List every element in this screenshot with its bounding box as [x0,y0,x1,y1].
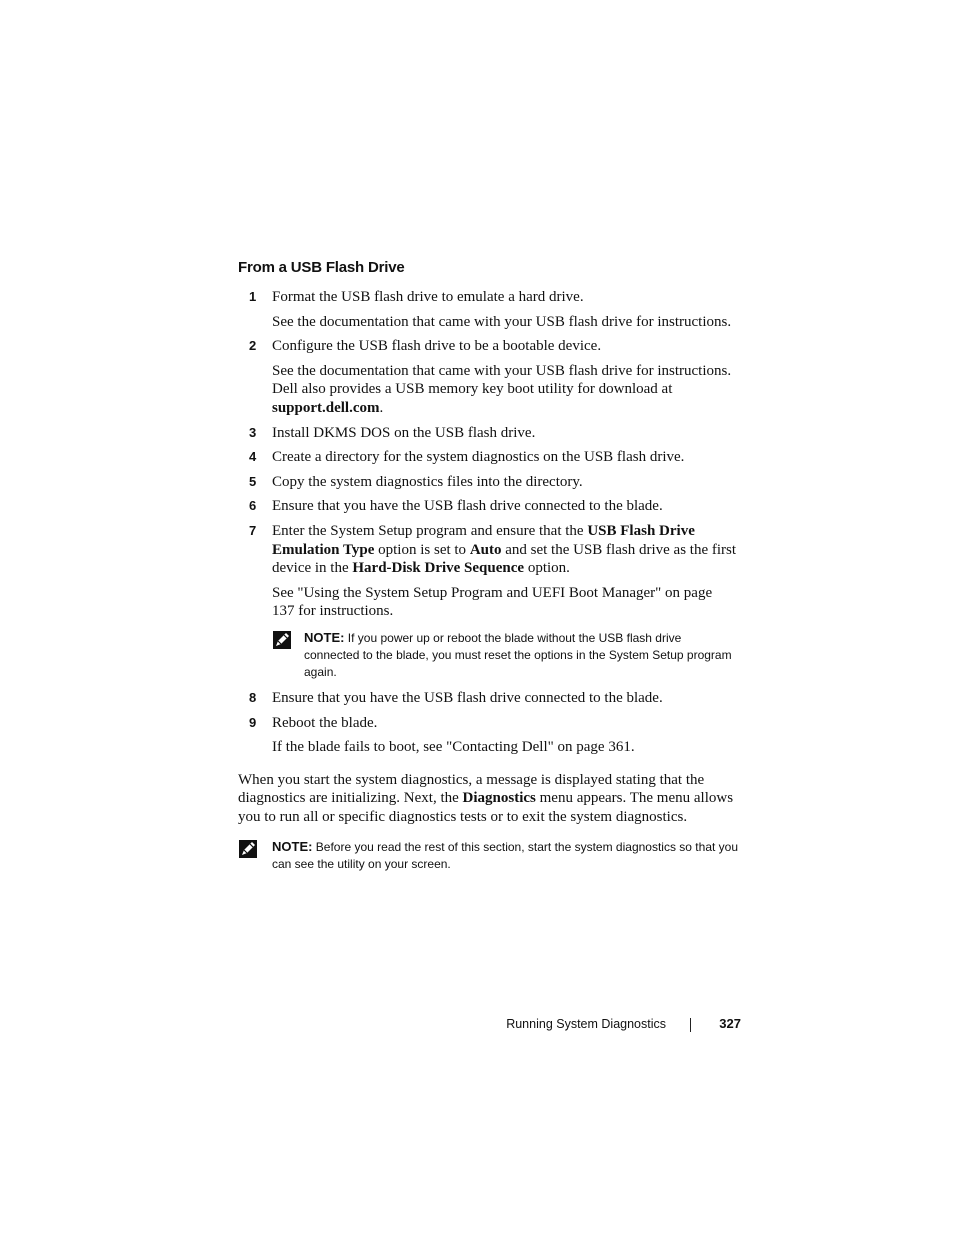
step-5 [238,473,738,492]
footer-divider [690,1018,691,1032]
detail-text-end: . [379,399,384,416]
step-3 [238,424,738,443]
step-number: 5 [249,473,257,489]
option-name: Hard-Disk Drive Sequence [352,560,525,577]
step-text: Ensure that you have the USB flash drive connected to the blade. [272,498,663,515]
step-number: 1 [249,289,257,304]
note-pencil-icon [238,839,258,859]
step-detail: See "Using the System Setup Program and UEFI Boot Manager" on page 137 for instructions. [272,584,713,620]
text-part: option. [524,560,570,577]
support-link[interactable]: support.dell.com [272,399,380,416]
step-9 [238,714,738,757]
note-label: NOTE: [304,629,345,645]
step-detail [272,362,738,418]
step-text: Create a directory for the system diagnostics on the USB flash drive. [272,449,685,466]
text-part: Enter the System Setup program and ensure that the [272,522,588,539]
text-part: option is set to [374,541,470,558]
step-1 [238,288,738,331]
step-8 [238,689,738,708]
step-detail: If the blade fails to boot, see "Contacting Dell" on page 361. [272,739,635,756]
option-value: Auto [469,541,502,558]
paragraph-text: When you start the system diagnostics, a message is displayed stating that the diagnostics are initializing. Next, the [238,771,705,807]
step-text: Reboot the blade. [272,714,378,731]
document-body [238,258,738,873]
step-text: Install DKMS DOS on the USB flash drive. [272,424,536,441]
step-2 [238,337,738,417]
paragraph-text: menu appears. The menu allows you to run all or specific diagnostics tests or to exit the system diagnostics. [238,790,734,825]
step-detail: See the documentation that came with your USB flash drive for instructions. [272,313,732,330]
footer-section-title: Running System Diagnostics [506,1017,666,1031]
option-name: USB Flash Drive Emulation Type [272,522,695,558]
step-number: 3 [249,424,257,440]
page-footer [0,1015,741,1035]
step-6 [238,497,738,516]
step-text: Configure the USB flash drive to be a bootable device. [272,338,602,355]
step-text: Format the USB flash drive to emulate a hard drive. [272,289,584,305]
step-number: 4 [249,449,257,465]
page-note [238,838,738,873]
step-number: 9 [249,714,257,730]
step-text: Ensure that you have the USB flash drive connected to the blade. [272,689,663,706]
note-label: NOTE: [272,839,313,855]
page-number: 327 [719,1016,741,1031]
menu-name: Diagnostics [462,790,536,807]
note-text: Before you read the rest of this section, start the system diagnostics so that you can see the utility on your screen. [272,840,739,872]
step-number: 2 [249,338,257,354]
step-7 [238,522,738,681]
detail-text: See the documentation that came with your USB flash drive for instructions. Dell also provides a USB memory key boot utility for download at [272,362,732,398]
step-note [272,629,738,681]
section-heading: From a USB Flash Drive [238,259,405,276]
step-number: 6 [249,498,257,514]
body-paragraph [238,771,738,827]
note-text: If you power up or reboot the blade without the USB flash drive connected to the blade, you must reset the options in the System Setup program again. [304,630,732,679]
text-part: and set the USB flash drive as the first device in the [272,541,737,577]
note-pencil-icon [272,630,292,650]
step-number: 8 [249,689,257,705]
step-number: 7 [249,522,257,538]
step-text: Copy the system diagnostics files into the directory. [272,473,583,490]
step-4 [238,448,738,467]
step-text [272,522,738,578]
